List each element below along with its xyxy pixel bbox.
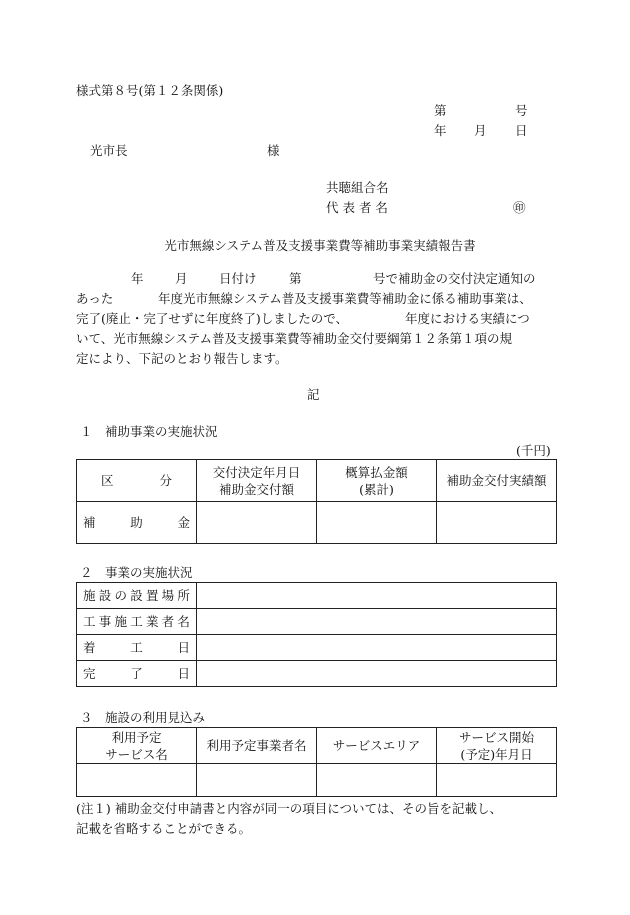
sender-org-label: 共聴組合名: [326, 180, 389, 195]
label-char: 工: [130, 640, 143, 655]
body-line5: 定により、下記のとおり報告します。: [76, 351, 288, 366]
decision-cell[interactable]: [197, 502, 317, 544]
label-char: の: [114, 588, 127, 603]
document-title-text: 光市無線システム普及支援事業費等補助事業実績報告書: [164, 238, 476, 253]
body-line3-start: 完了(廃止・完了せずに年度終了)しましたので、: [76, 311, 349, 326]
label-char: 日: [177, 666, 190, 681]
service-name-header: [77, 728, 197, 764]
operator-header: 利用予定事業者名: [197, 728, 317, 764]
kubun-header: [77, 460, 197, 502]
label-char: 場: [161, 588, 175, 603]
section1-data-row: [77, 502, 557, 544]
section2-row: [77, 661, 557, 687]
section3-table: [76, 727, 557, 797]
label-char: 了: [130, 666, 143, 681]
hojokin-label: [77, 502, 197, 544]
body-month-blank: 月: [175, 271, 188, 286]
contractor-value[interactable]: [197, 609, 557, 635]
body-atta: あった: [76, 291, 114, 306]
seal-mark: ㊞: [513, 200, 526, 215]
site-label: [77, 583, 197, 609]
operator-cell[interactable]: [197, 764, 317, 797]
number-suffix: 号: [515, 103, 528, 118]
section3-data-row: [77, 764, 557, 797]
section2-row: [77, 583, 557, 609]
kubun-char: 区: [101, 473, 114, 488]
service-name-cell[interactable]: [77, 764, 197, 797]
section1-header-row: [77, 460, 557, 502]
label-char: 工: [130, 614, 143, 629]
label-char: 事: [98, 614, 112, 629]
section2-row: [77, 609, 557, 635]
label-char: 名: [177, 614, 190, 629]
advance-cell[interactable]: [317, 502, 437, 544]
hojokin-char: 補: [83, 515, 96, 530]
actual-header: 補助金交付実績額: [437, 460, 557, 502]
start-date-label: [77, 635, 197, 661]
decision-header-line1: 交付決定年月日: [212, 464, 301, 480]
note-line2: 記載を省略することができる。: [76, 821, 252, 836]
completion-date-value[interactable]: [197, 661, 557, 687]
label-char: 施: [83, 588, 96, 603]
body-number-prefix: 第: [289, 271, 302, 286]
label-char: 着: [83, 640, 96, 655]
date-month: 月: [474, 123, 487, 138]
label-char: 日: [177, 640, 190, 655]
advance-header-line1: 概算払金額: [345, 464, 408, 480]
label-char: 施: [114, 614, 127, 629]
label-char: 工: [83, 614, 96, 629]
body-line4: いて、光市無線システム普及支援事業費等補助金交付要綱第１２条第１項の規: [76, 331, 513, 346]
body-line3-end: 年度における実績につ: [405, 311, 530, 326]
service-start-header-line2: (予定)年月日: [460, 746, 533, 762]
addressee-honorific: 様: [267, 143, 280, 158]
service-start-header-line1: サービス開始: [458, 729, 534, 745]
label-char: 者: [161, 614, 175, 629]
service-name-header-line1: 利用予定: [111, 729, 162, 745]
ki-heading: 記: [307, 387, 320, 402]
label-char: 業: [145, 614, 159, 629]
section2-table: [76, 582, 557, 687]
service-name-header-line2: サービス名: [105, 746, 168, 762]
area-cell[interactable]: [317, 764, 437, 797]
body-notice-text: 号で補助金の交付決定通知の: [373, 271, 536, 286]
label-char: 設: [98, 588, 112, 603]
section2-row: [77, 635, 557, 661]
label-char: 設: [130, 588, 143, 603]
date-year: 年: [434, 123, 447, 138]
kubun-char: 分: [159, 473, 172, 488]
service-start-header: [437, 728, 557, 764]
addressee-name: 光市長: [90, 143, 128, 158]
note-line1: (注１) 補助金交付申請書と内容が同一の項目については、その旨を記載し、: [76, 801, 502, 816]
hojokin-char: 金: [177, 515, 190, 530]
area-header: サービスエリア: [317, 728, 437, 764]
body-day-dated: 日付け: [219, 271, 257, 286]
decision-header-line2: 補助金交付額: [218, 481, 294, 497]
start-date-value[interactable]: [197, 635, 557, 661]
body-line2: 年度光市無線システム普及支援事業費等補助金に係る補助事業は、: [158, 291, 532, 306]
hojokin-char: 助: [130, 515, 143, 530]
label-char: 完: [83, 666, 96, 681]
actual-cell[interactable]: [437, 502, 557, 544]
body-year-blank: 年: [131, 271, 144, 286]
section3-header-row: [77, 728, 557, 764]
number-prefix: 第: [434, 103, 447, 118]
section2-heading: ２ 事業の実施状況: [80, 565, 193, 580]
label-char: 所: [177, 588, 190, 603]
contractor-label: [77, 609, 197, 635]
sender-rep-label: 代 表 者 名: [326, 200, 388, 215]
service-start-cell[interactable]: [437, 764, 557, 797]
section1-unit: (千円): [516, 443, 551, 458]
date-day: 日: [515, 123, 528, 138]
section1-table: [76, 459, 557, 544]
advance-header-line2: (累計): [359, 481, 394, 497]
advance-header: [317, 460, 437, 502]
site-value[interactable]: [197, 583, 557, 609]
form-number: 様式第８号(第１２条関係): [76, 83, 224, 98]
label-char: 置: [145, 588, 159, 603]
decision-header: [197, 460, 317, 502]
section3-heading: ３ 施設の利用見込み: [80, 710, 206, 725]
section1-heading: １ 補助事業の実施状況: [80, 424, 218, 439]
completion-date-label: [77, 661, 197, 687]
document-title: [0, 238, 630, 254]
